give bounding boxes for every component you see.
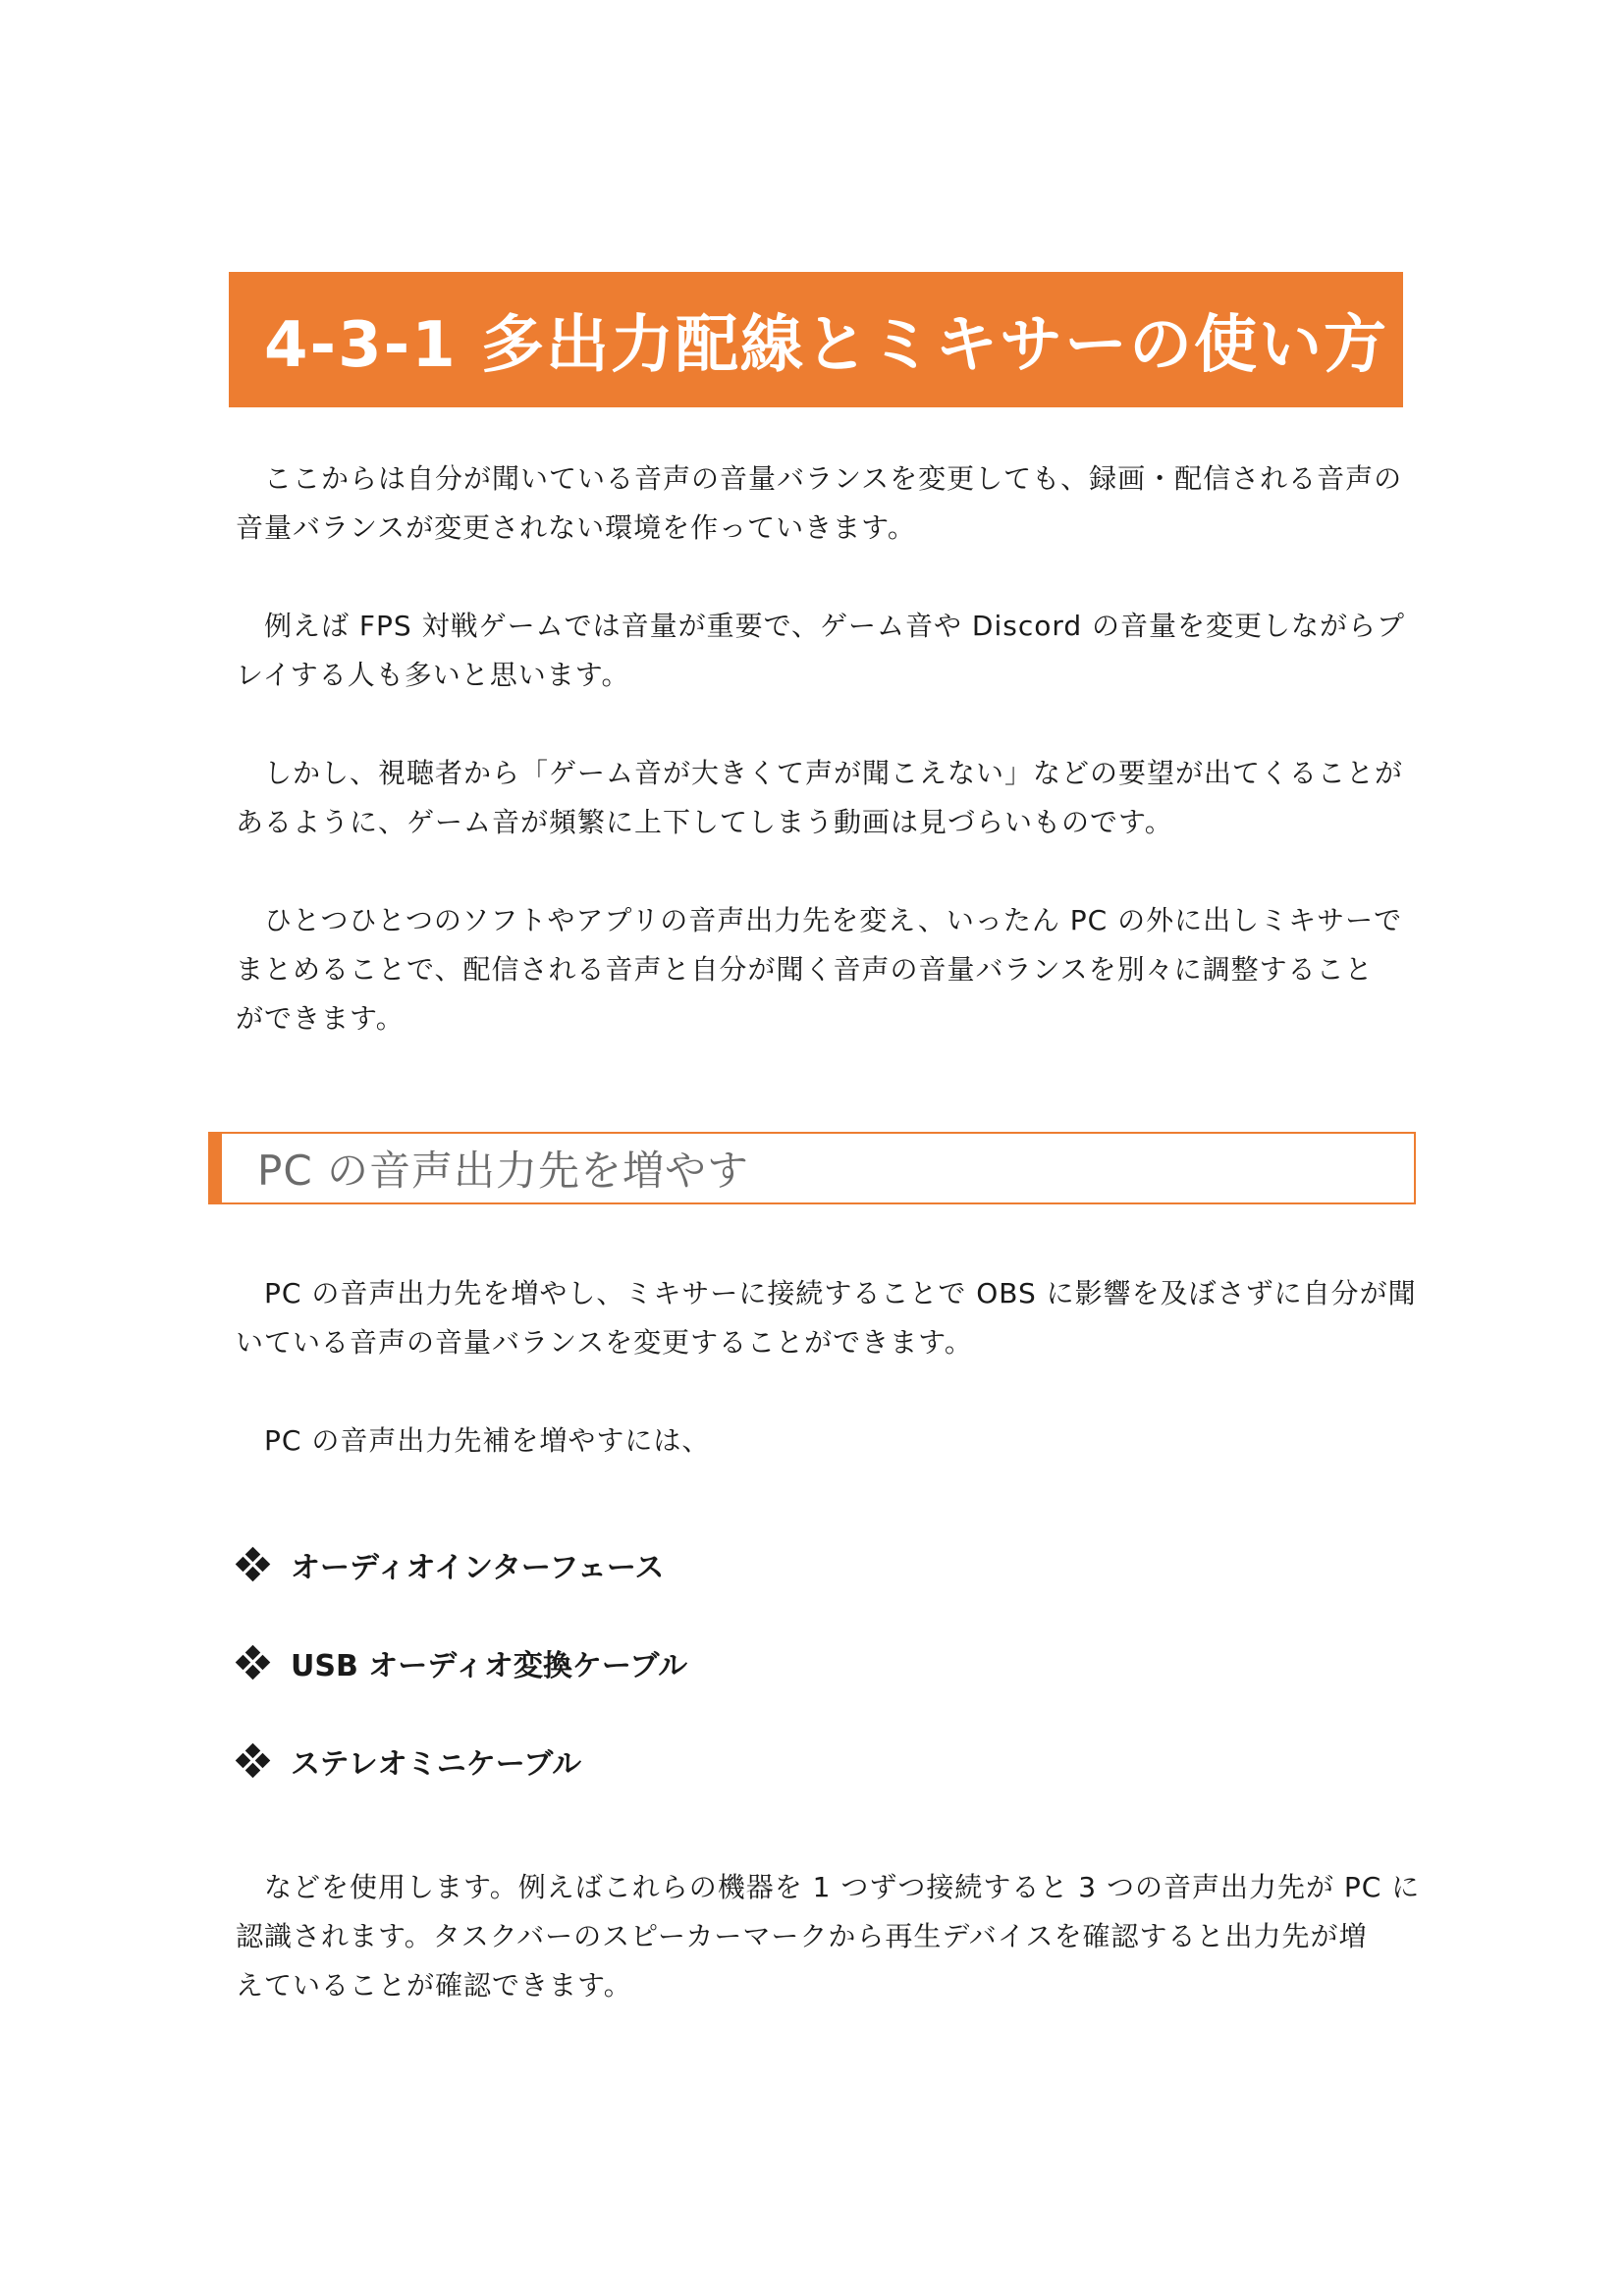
paragraph-line: えていることが確認できます。 (236, 1969, 632, 2002)
paragraph-line: レイする人も多いと思います。 (236, 659, 630, 691)
paragraph-line: ひとつひとつのソフトやアプリの音声出力先を変え、いったん PC の外に出しミキサーで (236, 904, 1403, 936)
diamond-cluster-icon (236, 1743, 271, 1779)
paragraph-line: PC の音声出力先補を増やすには、 (236, 1424, 711, 1457)
paragraph-line: PC の音声出力先を増やし、ミキサーに接続することで OBS に影響を及ぼさずに自分が聞 (236, 1277, 1417, 1309)
paragraph-line: 音量バランスが変更されない環境を作っていきます。 (236, 511, 916, 544)
closing-paragraph (236, 1863, 1421, 2010)
title-banner (229, 272, 1403, 409)
paragraph-line: しかし、視聴者から「ゲーム音が大きくて声が聞こえない」などの要望が出てくることが (236, 757, 1404, 789)
intro-paragraph-1 (236, 454, 1404, 553)
bullet-label: ステレオミニケーブル (291, 1747, 582, 1782)
bullet-item (236, 1739, 581, 1783)
section-heading: PC の音声出力先を増やす (257, 1147, 750, 1195)
bullet-item (236, 1543, 664, 1586)
paragraph-line: 認識されます。タスクバーのスピーカーマークから再生デバイスを確認すると出力先が増 (236, 1920, 1368, 1952)
page-title: 4-3-1 多出力配線とミキサーの使い方 (264, 309, 1388, 382)
bullet-label: オーディオインターフェース (291, 1551, 665, 1585)
paragraph-line: あるように、ゲーム音が頻繁に上下してしまう動画は見づらいものです。 (236, 806, 1173, 838)
diamond-cluster-icon (236, 1547, 271, 1582)
section-paragraph-2 (236, 1416, 1404, 1466)
intro-paragraph-3 (236, 749, 1404, 847)
paragraph-line: 例えば FPS 対戦ゲームでは音量が重要で、ゲーム音や Discord の音量を変更しながらプ (236, 610, 1406, 642)
section-heading-box (208, 1132, 1416, 1204)
diamond-cluster-icon (236, 1645, 271, 1681)
paragraph-line: いている音声の音量バランスを変更することができます。 (236, 1326, 973, 1359)
bullet-label: USB オーディオ変換ケーブル (291, 1649, 688, 1683)
bullet-item (236, 1641, 687, 1684)
section-paragraph-1 (236, 1269, 1417, 1367)
paragraph-line: ここからは自分が聞いている音声の音量バランスを変更しても、録画・配信される音声の (236, 462, 1403, 495)
paragraph-line: まとめることで、配信される音声と自分が聞く音声の音量バランスを別々に調整すること (236, 953, 1374, 986)
intro-paragraph-4 (236, 896, 1404, 1043)
paragraph-line: などを使用します。例えばこれらの機器を 1 つずつ接続すると 3 つの音声出力先が PC に (236, 1871, 1421, 1903)
intro-paragraph-2 (236, 602, 1404, 700)
paragraph-line: ができます。 (236, 1002, 405, 1035)
